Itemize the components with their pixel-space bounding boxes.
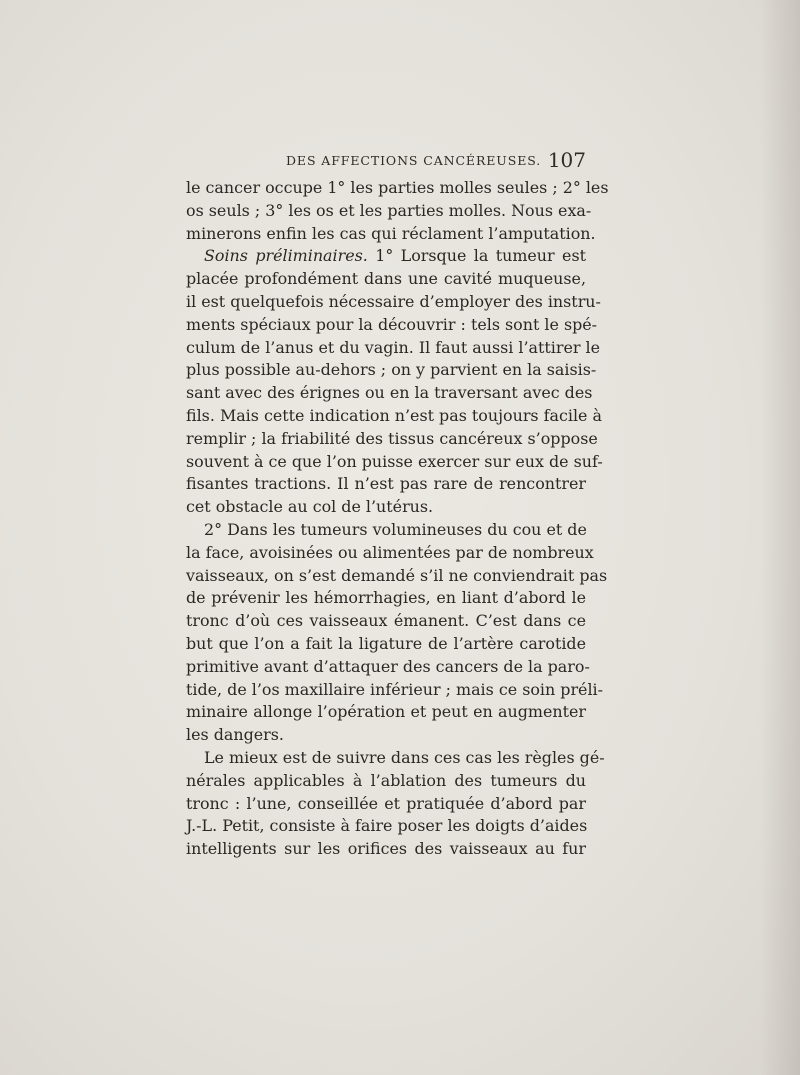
text-line: la face, avoisinées ou alimentées par de nombreux: [186, 542, 594, 562]
text-line: J.-L. Petit, consiste à faire poser les doigts d’aides: [186, 816, 588, 836]
text-line: il est quelquefois nécessaire d’employer des instru-: [186, 291, 601, 311]
text-line: vaisseaux, on s’est demandé s’il ne conviendrait pas: [186, 565, 608, 585]
text-line: intelligents sur les orifices des vaisseaux au fur: [186, 839, 586, 859]
text-line: but que l’on a fait la ligature de l’artère carotide: [186, 633, 586, 653]
text-line: minaire allonge l’opération et peut en augmenter: [186, 702, 586, 722]
text-line: sant avec des érignes ou en la traversant avec des: [186, 383, 593, 403]
text-line: primitive avant d’attaquer des cancers de la paro-: [186, 656, 590, 676]
text-line: plus possible au-dehors ; on y parvient en la saisis-: [186, 360, 597, 380]
section-heading: Soins préliminaires.: [204, 246, 368, 266]
text-line: le cancer occupe 1° les parties molles seules ; 2° les: [186, 178, 609, 197]
text-line: les dangers.: [186, 725, 284, 745]
text-line: os seuls ; 3° les os et les parties molles. Nous exa-: [186, 200, 592, 220]
text-line: minerons enfin les cas qui réclament l’amputation.: [186, 223, 596, 243]
text-line: tronc : l’une, conseillée et pratiquée d’abord par: [186, 793, 586, 813]
text-line: fils. Mais cette indication n’est pas toujours facile à: [186, 405, 602, 425]
text-line: nérales applicables à l’ablation des tumeurs du: [186, 770, 586, 790]
text-span: 1° Lorsque la tumeur est: [367, 246, 586, 266]
text-line: cet obstacle au col de l’utérus.: [186, 497, 434, 517]
text-line: fisantes tractions. Il n’est pas rare de rencontrer: [186, 474, 586, 494]
text-line: 2° Dans les tumeurs volumineuses du cou et de: [204, 519, 587, 539]
text-line: de prévenir les hémorrhagies, en liant d’abord le: [186, 588, 586, 608]
running-head: [286, 148, 586, 172]
text-line: ments spéciaux pour la découvrir : tels sont le spé-: [186, 314, 598, 334]
page-number: 107: [547, 148, 586, 172]
text-line: remplir ; la friabilité des tissus cancéreux s’oppose: [186, 428, 598, 448]
text-line: culum de l’anus et du vagin. Il faut aussi l’attirer le: [186, 337, 601, 357]
text-line: souvent à ce que l’on puisse exercer sur eux de suf-: [186, 451, 603, 471]
text-line: tide, de l’os maxillaire inférieur ; mais ce soin préli-: [186, 679, 603, 699]
text-line: placée profondément dans une cavité muqueuse,: [186, 269, 586, 289]
text-line: Le mieux est de suivre dans ces cas les règles gé-: [204, 747, 605, 767]
body-text: [186, 177, 609, 861]
text-line: tronc d’où ces vaisseaux émanent. C’est dans ce: [186, 611, 586, 631]
running-title: DES AFFECTIONS CANCÉREUSES.: [286, 153, 542, 168]
text-line: [186, 245, 586, 268]
